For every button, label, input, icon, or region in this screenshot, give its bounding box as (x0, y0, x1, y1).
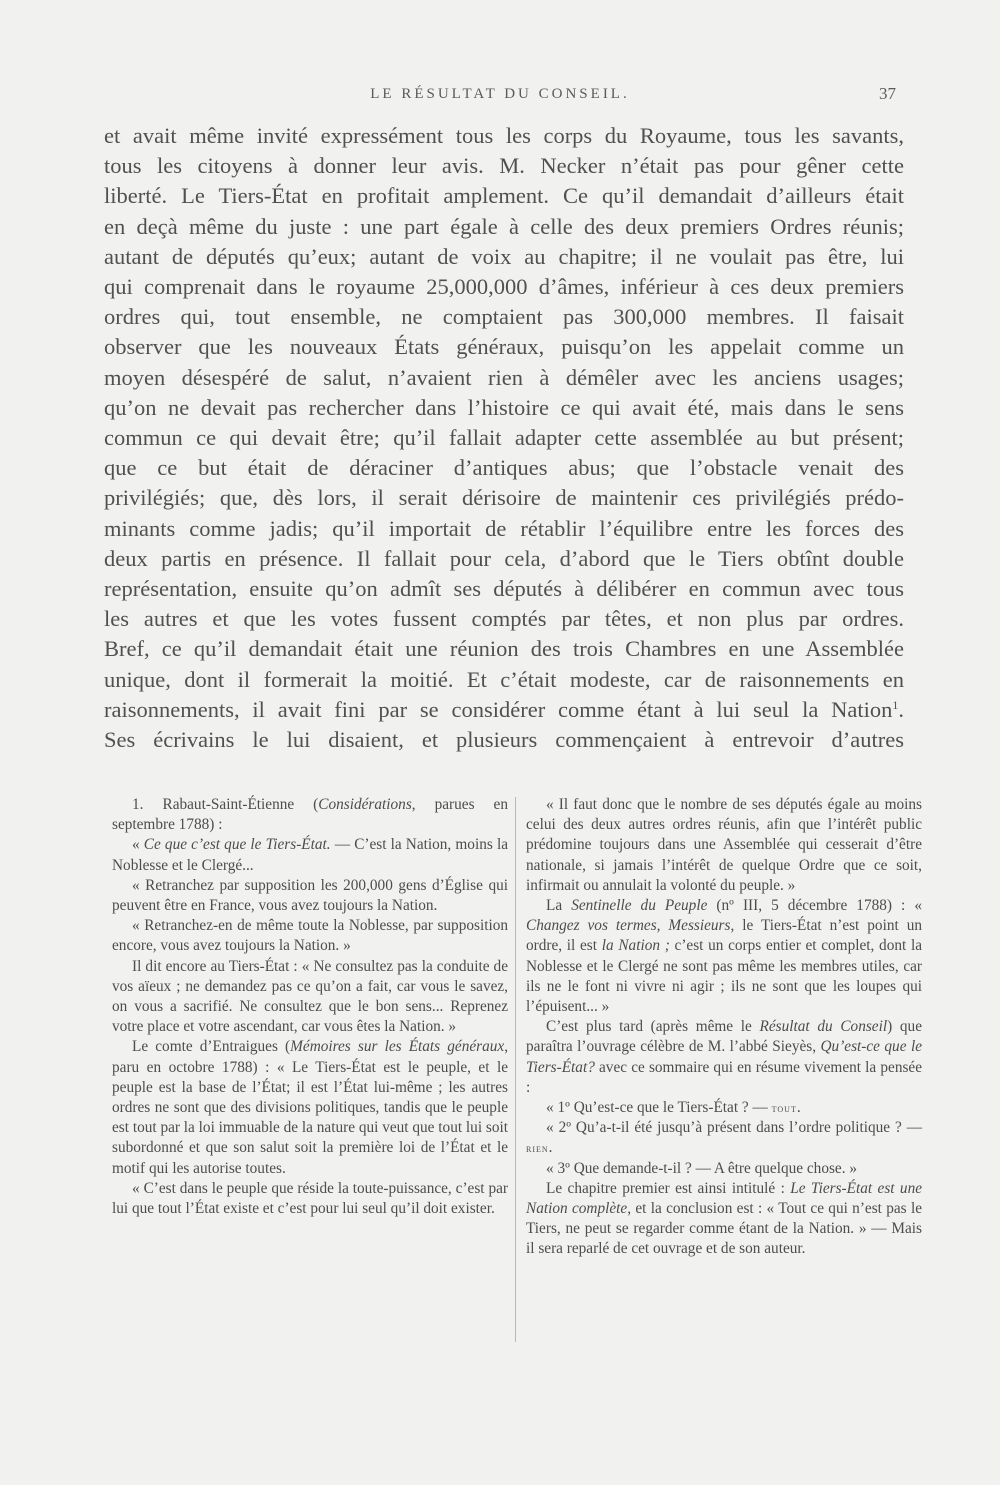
note-small-caps: rien (526, 1141, 549, 1156)
text-line: privilégiés; que, dès lors, il serait dérisoire de maintenir ces privilégiés prédo- (104, 485, 904, 511)
note-text: « 1º Qu’est-ce que le Tiers-État ? — (546, 1099, 772, 1117)
note-text: , et la conclusion est : « Tout ce qui n’est pas le Tiers, ne peut se regarder comme étant de la Nation. » — Mais il sera reparlé de cet ouvrage et de son auteur. (526, 1200, 922, 1258)
text-line: Ses écrivains le lui disaient, et plusieurs commençaient à entrevoir d’autres (104, 727, 904, 753)
note-title: Qu’est-ce que le Tiers-État? (526, 1038, 922, 1076)
running-head (0, 86, 1000, 110)
footnote-paragraph (526, 1098, 922, 1118)
note-text: , le Tiers-État n’est point un ordre, il est (526, 917, 922, 955)
text-line: observer que les nouveaux États généraux, puisqu’on les appelait comme un (104, 334, 904, 360)
footnote-paragraph (526, 1179, 922, 1260)
note-text: c’est un corps entier et complet, dont la Noblesse et le Clergé ne sont pas même les membres utiles, car ils ne le font ni vivre ni agir ; ils ne sont que les loupes qui l’épuisent... » (526, 937, 923, 1016)
main-text (104, 121, 904, 755)
text-line: ordres qui, tout ensemble, ne comptaient pas 300,000 membres. Il faisait (104, 304, 904, 330)
footnote-paragraph (526, 1017, 922, 1098)
text-line: en deçà même du juste : une part égale à celle des deux premiers Ordres réunis; (104, 213, 904, 239)
footnote-ref-suffix: . (898, 696, 904, 722)
footnote-paragraph (112, 795, 508, 835)
note-title: Sentinelle du Peuple (571, 897, 708, 915)
footnote-paragraph: Il dit encore au Tiers-État : « Ne consultez pas la conduite de vos aïeux ; ne demandez pas ce qu’on a fait, car vous le savez, on vous a sacrifié. Ne consultez que le bon sens... Reprenez votre place et votre ascendant, car vous êtes la Nation. » (112, 957, 508, 1036)
text-line: tous les citoyens à donner leur avis. M. Necker n’était pas pour gêner cette (104, 153, 904, 179)
footnote-paragraph: « C’est dans le peuple que réside la toute-puissance, c’est par lui que tout l’État existe et c’est pour lui seul qu’il doit exister. (112, 1179, 508, 1218)
note-text: . (796, 1099, 801, 1117)
footnote-reference: 1 (892, 697, 899, 712)
note-small-caps: tout (771, 1101, 797, 1116)
text-line: et avait même invité expressément tous les corps du Royaume, tous les savants, (104, 123, 904, 148)
text-line: unique, dont il formerait la moitié. Et c’était modeste, car de raisonnements en (104, 666, 904, 692)
footnote-paragraph: « Retranchez-en de même toute la Noblesse, par supposition encore, vous avez toujours la Nation. » (112, 917, 508, 955)
text-line-content: raisonnements, il avait fini par se considérer comme étant à lui seul la Nation (104, 696, 893, 722)
footnotes (112, 795, 923, 1355)
text-line: minants comme jadis; qu’il importait de rétablir l’équilibre entre les forces des (104, 515, 904, 541)
note-text: Rabaut-Saint-Étienne ( (143, 796, 319, 813)
note-text: « (905, 897, 922, 915)
text-line: qui comprenait dans le royaume 25,000,000 d’âmes, inférieur à ces deux premiers (104, 274, 904, 300)
note-emphasis: la Nation ; (601, 937, 670, 955)
note-text: Le chapitre premier est ainsi intitulé : (546, 1179, 791, 1197)
text-line: moyen désespéré de salut, n’avaient rien à démêler avec les anciens usages; (104, 364, 904, 390)
text-line-with-footnote (104, 695, 904, 725)
footnote-paragraph: « Retranchez par supposition les 200,000 gens d’Église qui peuvent être en France, vous avez toujours la Nation. (112, 876, 508, 915)
note-emphasis: Changez vos termes, Messieurs (526, 917, 731, 935)
footnote-column-right (526, 795, 922, 1260)
footnote-paragraph: « Il faut donc que le nombre de ses députés égale au moins celui des deux autres ordres réunis, afin que l’intérêt public prédomine toujours dans une Assemblée qui cesserait d’être nationale, si jamais l’intérêt de quelque Ordre que ce soit, infirmait ou annulait la volonté du peuple. » (526, 796, 922, 894)
note-text: ) que paraîtra l’ouvrage célèbre de M. l’abbé Sieyès, (526, 1018, 922, 1056)
note-title: Ce que c’est que le Tiers-État. (143, 836, 331, 854)
text-line: représentation, ensuite qu’on admît ses députés à délibérer en commun avec tous (104, 576, 904, 602)
note-text: Le comte d’Entraigues ( (132, 1038, 291, 1056)
note-text: avec ce sommaire qui en résume vivement la pensée : (526, 1058, 922, 1096)
note-text: La (546, 897, 572, 915)
note-title: Mémoires sur les États généraux (290, 1038, 505, 1056)
note-text: « (132, 836, 144, 854)
text-line: autant de députés qu’eux; autant de voix au chapitre; il ne voulait pas être, lui (104, 243, 904, 269)
text-line: qu’on ne devait pas rechercher dans l’histoire ce qui avait été, mais dans le sens (104, 394, 904, 420)
column-divider (515, 797, 516, 1342)
footnote-paragraph: « 3º Que demande-t-il ? — A être quelque chose. » (546, 1159, 858, 1177)
text-line: les autres et que les votes fussent comptés par têtes, et non plus par ordres. (104, 606, 904, 632)
note-text: , paru en octobre 1788) : « Le Tiers-État est le peuple, et le peuple est la base de l’État; il est l’État lui-même ; les autres ordres ne sont que des divisions politiques, tandis que le peuple est tout par la loi immuable de la nature qui veut que tout lui soit subordonné et que son salut soit la première loi de l’État et le motif qui les autorise toutes. (112, 1038, 509, 1177)
note-text: — C’est la Nation, moins la Noblesse et le Clergé... (112, 836, 508, 874)
text-line: Bref, ce qu’il demandait était une réunion des trois Chambres en une Assemblée (104, 636, 904, 662)
note-title: Le Tiers-État est une Nation complète (526, 1179, 923, 1218)
note-text: , parues en septembre 1788) : (112, 796, 508, 834)
note-title: Considérations (318, 796, 412, 813)
text-line: que ce but était de déraciner d’antiques abus; que l’obstacle venait des (104, 455, 904, 481)
note-text: « 2º Qu’a-t-il été jusqu’à présent dans l’ordre politique ? — (546, 1119, 922, 1137)
note-text: (nº III, 5 décembre 1788) : (707, 897, 906, 915)
note-text: . (548, 1139, 553, 1157)
footnote-column-left (112, 795, 508, 1219)
footnote-paragraph (112, 835, 508, 875)
text-line: liberté. Le Tiers-État en profitait amplement. Ce qu’il demandait d’ailleurs était (104, 183, 904, 209)
footnote-paragraph (526, 896, 922, 1017)
footnote-paragraph (526, 1118, 922, 1158)
running-title: LE RÉSULTAT DU CONSEIL. (370, 86, 630, 102)
footnote-number: 1. (132, 796, 144, 813)
text-line: commun ce qui devait être; qu’il fallait adapter cette assemblée au but présent; (104, 425, 904, 451)
text-line: deux partis en présence. Il fallait pour cela, d’abord que le Tiers obtînt double (104, 545, 904, 571)
page-number: 37 (879, 84, 896, 103)
note-title: Résultat du Conseil (759, 1018, 888, 1036)
note-text: C’est plus tard (après même le (546, 1018, 760, 1036)
footnote-paragraph (112, 1037, 508, 1178)
